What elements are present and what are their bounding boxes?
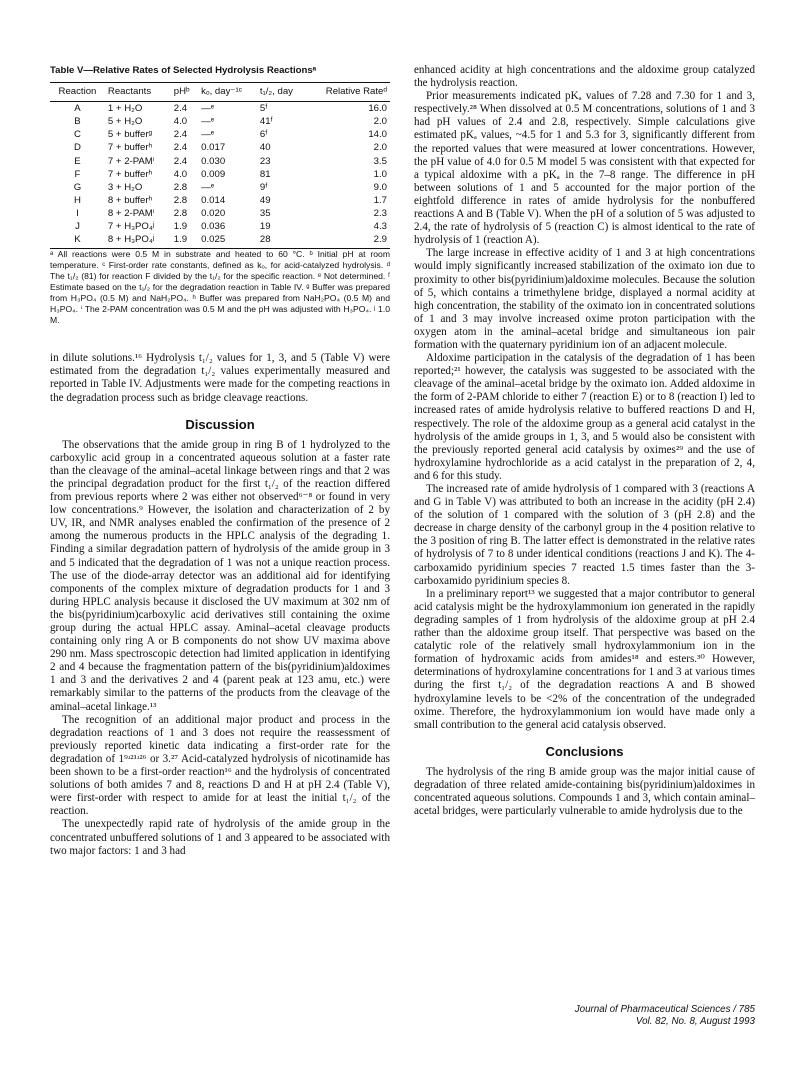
table-cell: 2.0 — [373, 142, 387, 154]
table-header-row — [50, 83, 390, 102]
table-row — [50, 207, 390, 220]
table-row — [50, 168, 390, 181]
body-paragraph: The large increase in effective acidity of 1 and 3 at high concentrations would imply significantly increased stabilization of the oximato ion due to proximity to other bis(pyridinium)aldoxime molecules. Because the solution of 5, which contains a trimethylene bridge, displayed a normal acidity at high concentration, the stability of the oximato ion in concentrated solutions of 1 and 3 may involve increased oxime proton participation with the oxygen atom in the aminal–acetal bridge and simultaneous ion pair formation with the quaternary pyridinium ion of an adjacent molecule. — [414, 247, 755, 351]
table-cell: 7 + H₃PO₄ʲ — [107, 221, 155, 233]
table-header-cell: Reactants — [105, 83, 171, 102]
table-cell: 16.0 — [368, 103, 387, 115]
table-cell: 2.8 — [173, 194, 188, 206]
table-cell: 4.3 — [373, 221, 387, 233]
discussion-paragraph: The recognition of an additional major product and process in the degradation reactions of 1 and 3 does not require the reassessment of previously reported kinetic data indicating a first-order rate for the degradation of 1⁹ʴ²¹ʴ²⁶ or 3.²⁷ Acid-catalyzed hydrolysis of nicotinamide has been shown to be a first-order reaction¹⁶ and the hydrolysis of concentrated solutions of both amides 7 and 8, reactions D and H at pH 2.4 (Table V), were first-order with respect to amide for at least the initial t₁/₂ of the reaction. — [50, 713, 390, 818]
body-paragraph: The increased rate of amide hydrolysis of 1 compared with 3 (reactions A and G in Table V) was attributed to both an increase in the acidity (pH 2.4) of the solution of 1 compared with the solution of 3 (pH 2.8) and the decrease in charge density of the carbonyl group in the 4 position relative to the 3 position of ring B. The latter effect is demonstrated in the relative rates of hydrolysis of 7 to 8 under identical conditions (reactions J and K). The 4-carboxamido pyridinium species 7 reacted 1.5 times faster than the 3-carboxamido pyridinium species 8. — [414, 483, 755, 587]
table-cell: D — [73, 142, 81, 154]
table-header-cell: Relative Rateᵈ — [306, 83, 390, 102]
table-cell: 2.4 — [173, 103, 188, 115]
table-header-cell: Reaction — [50, 83, 105, 102]
table-cell: 5 + bufferᵍ — [107, 129, 153, 141]
page-footer — [575, 1004, 755, 1028]
conclusions-paragraph: The hydrolysis of the ring B amide group was the major initial cause of degradation of three related amide-containing bis(pyridinium)aldoximes in concentrated aqueous solutions. Compounds 1 and 3, which contain aminal–acetal bridges, were particularly vulnerable to amide hydrolysis due to the — [414, 765, 755, 818]
body-paragraph: Prior measurements indicated pKₐ values of 7.28 and 7.30 for 1 and 3, respectively.²⁸ When dissolved at 0.5 M concentrations, solutions of 1 and 3 had pH values of 2.4 and 2.8, respectively. Simple calculations give estimated pKₐ values, ~4.5 for 1 and 5.3 for 3, significantly different from the reported values that were measured at lower concentrations. However, the pH value of 4.0 for 0.5 M model 5 was consistent with that expected for a typical aldoxime with a pKₐ in the 7–8 range. The difference in pH between solutions of 1 and 5 accounted for the major portion of the eightfold difference in rates of amide hydrolysis for the nonbuffered reactions A and B (Table V). When the pH of a solution of 5 was adjusted to 2.4, the rate of hydrolysis of 5 (reaction C) is almost identical to the rate of hydrolysis of 1 (reaction A). — [414, 90, 755, 247]
table-cell: 4.0 — [173, 168, 188, 180]
table-cell: 8 + H₃PO₄ʲ — [105, 233, 171, 249]
table-cell: —ᵉ — [201, 103, 215, 115]
table-cell: 1.9 — [173, 221, 188, 233]
table-cell: 0.020 — [201, 207, 226, 219]
table-cell: 3.5 — [373, 155, 387, 167]
table-cell: 1 + H₂O — [107, 103, 143, 115]
table-cell: 0.014 — [201, 194, 226, 206]
table-cell: 7 + bufferʰ — [107, 142, 153, 154]
body-paragraph: Aldoxime participation in the catalysis of the degradation of 1 has been reported;²¹ however, the catalysis was suggested to be associated with the cleavage of the aminal–acetal bridge by the oximato ion. Added aldoxime in the form of 2-PAM chloride to either 7 (reaction E) or to 8 (reaction I) led to increased rates of amide hydrolysis relative to buffered reactions D and H, respectively. The role of the aldoxime group as a general acid catalyst in the hydrolysis of the amide groups in 1, 3, and 5 would also be consistent with the previously reported general acid catalysis by oximes²⁹ and the use of hydroxylamine hydrochloride as a acid catalyst in the preparation of 2, 4, and 6 for this study. — [414, 352, 755, 482]
table-cell: 49 — [259, 194, 271, 206]
table-cell: 8 + 2-PAMⁱ — [107, 207, 155, 219]
table-cell: 5ᶠ — [259, 103, 268, 115]
table-header-cell: pHᵇ — [171, 83, 198, 102]
table-cell: 2.3 — [373, 207, 387, 219]
volume-citation: Vol. 82, No. 8, August 1993 — [635, 1016, 755, 1027]
rates-table — [50, 82, 390, 249]
intro-paragraph: in dilute solutions.¹⁶ Hydrolysis t₁/₂ values for 1, 3, and 5 (Table V) were estimated from the degradation t₁/₂ values experimentally measured and reported in Table IV. Adjustments were made for the competing reactions in the degradation process such as bridge cleavage reactions. — [50, 352, 390, 404]
table-cell: 1.7 — [373, 194, 387, 206]
table-cell: 7 + bufferʰ — [107, 168, 153, 180]
table-cell: 0.009 — [201, 168, 226, 180]
table-cell: 14.0 — [368, 129, 387, 141]
right-column — [414, 64, 755, 818]
table-cell: 3 + H₂O — [107, 181, 143, 193]
table-cell: 0.036 — [201, 221, 226, 233]
discussion-paragraph: The unexpectedly rapid rate of hydrolysis of the amide group in the concentrated unbuffered solutions of 1 and 3 appeared to be associated with two major factors: 1 and 3 had — [50, 818, 390, 857]
table-cell: 9ᶠ — [259, 181, 268, 193]
table-cell: —ᵉ — [201, 116, 215, 128]
table-row — [50, 155, 390, 168]
table-cell: 5 + H₂O — [107, 116, 143, 128]
table-body — [50, 102, 390, 249]
table-row — [50, 115, 390, 128]
table-cell: 23 — [259, 155, 271, 167]
table-cell: 1.9 — [171, 233, 198, 249]
table-cell: 35 — [259, 207, 271, 219]
table-cell: 8 + bufferʰ — [107, 194, 153, 206]
table-row — [50, 181, 390, 194]
body-paragraph: enhanced acidity at high concentrations and the aldoxime group catalyzed the hydrolysis reaction. — [414, 64, 755, 90]
table-cell: 6ᶠ — [259, 129, 268, 141]
table-row — [50, 220, 390, 233]
table-cell: B — [74, 116, 81, 128]
table-cell: A — [74, 103, 81, 115]
table-cell: 40 — [259, 142, 271, 154]
table-cell: 4.0 — [173, 116, 188, 128]
table-header-cell: kₒ, day⁻¹ᶜ — [198, 83, 257, 102]
table-cell: 1.0 — [373, 168, 387, 180]
table-cell: —ᵉ — [201, 129, 215, 141]
table-row — [50, 194, 390, 207]
table-cell: 41ᶠ — [259, 116, 273, 128]
table-cell: 2.4 — [173, 142, 188, 154]
table-cell: K — [50, 233, 105, 249]
table-cell: 2.4 — [173, 129, 188, 141]
table-cell: 2.0 — [373, 116, 387, 128]
table-cell: H — [73, 194, 81, 206]
discussion-heading: Discussion — [185, 416, 255, 432]
table-cell: 19 — [259, 221, 271, 233]
table-row — [50, 102, 390, 116]
table-cell: 7 + 2-PAMⁱ — [107, 155, 155, 167]
table-row — [50, 128, 390, 141]
table-cell: 0.017 — [201, 142, 226, 154]
spacer — [50, 326, 390, 352]
table-cell: 0.030 — [201, 155, 226, 167]
table-cell: F — [74, 168, 81, 180]
discussion-paragraph: The observations that the amide group in ring B of 1 hydrolyzed to the carboxylic acid group in a concentrated aqueous solution at a faster rate than the cleavage of the aminal–acetal linkage between rings and that 2 was the principal degradation product for the first t₁/₂ of the reaction differed from previous reports where 2 was either not observed⁶⁻⁸ or found in very low concentrations.⁹ However, the isolation and characterization of 2 by UV, IR, and NMR analyses enabled the confirmation of the presence of 2 among the numerous products in the HPLC analysis of the degrading 1. Finding a similar degradation pattern of hydrolysis of the amide group in 3 and 5 indicated that the degradation of 1 was not a unique reaction process. The use of the diode-array detector was an additional aid for identifying components of the complex mixture of degradation products for 1 and 3 during HPLC analysis because it disclosed the UV maximum at 302 nm of the bis(pyridinium)carboxylic acid derivatives still containing the oxime group during the actual HPLC assay. Aminal–acetal cleavage products containing only ring A or B components do not show UV maxima above 290 nm. Mass spectroscopic detection had limited application in identifying 2 and 4 because the fragmentation pattern of the bis(pyridinium)aldoximes 1 and 3 and the derivatives 2 and 4 (parent peak at 123 amu, etc.) were remarkably similar to the patterns of the products from the cleavage of the aminal–acetal linkage.¹³ — [50, 438, 390, 713]
table-cell: 28 — [257, 233, 306, 249]
table-footnotes: ᵃ All reactions were 0.5 M in substrate and heated to 60 °C. ᵇ Initial pH at room temperature. ᶜ First-order rate constants, defined as kₒ, for acid-catalyzed hydrolysis. ᵈ The t₁/₂ (81) for reaction F divided by the t₁/₂ for the specific reaction. ᵉ Not determined. ᶠ Estimate based on the t₁/₂ for the degradation reaction in Table IV. ᵍ Buffer was prepared from H₃PO₄ (0.5 M) and NaH₂PO₄. ʰ Buffer was prepared from NaH₂PO₄ (0.5 M) and H₃PO₄. ⁱ The 2-PAM concentration was 0.5 M and the pH was adjusted with H₃PO₄. ʲ 1.0 M. — [50, 249, 390, 326]
table-header-cell: t₁/₂, day — [257, 83, 306, 102]
left-column — [50, 64, 390, 858]
table-row — [50, 141, 390, 154]
table-cell: 0.025 — [198, 233, 257, 249]
table-cell: 81 — [259, 168, 271, 180]
table-cell: E — [74, 155, 81, 167]
table-cell: 2.8 — [173, 207, 188, 219]
table-cell: 9.0 — [373, 181, 387, 193]
conclusions-heading: Conclusions — [545, 743, 624, 759]
journal-citation: Journal of Pharmaceutical Sciences / 785 — [574, 1004, 755, 1015]
table-cell: —ᵉ — [201, 181, 215, 193]
table-cell: G — [73, 181, 82, 193]
table-cell: 2.4 — [173, 155, 188, 167]
table-title: Table V—Relative Rates of Selected Hydrolysis Reactionsᵃ — [50, 65, 317, 76]
table-cell: 2.8 — [173, 181, 188, 193]
table-cell: C — [73, 129, 81, 141]
table-row — [50, 233, 390, 249]
body-paragraph: In a preliminary report¹³ we suggested that a major contributor to general acid catalysis might be the hydroxylammonium ion generated in the rapidly degrading samples of 1 from hydrolysis of the aldoxime group at pH 2.4 rather than the aldoxime group itself. That perspective was based on the catalytic role of the relatively small hydroxylammonium ion in the formation of hydroxamic acids from amides¹⁸ and esters.³⁰ However, determinations of hydroxylamine concentrations for 1 and 3 at various times during the first t₁/₂ of the degradation reactions A and B showed hydroxylamine levels to be <2% of the concentration of the undegraded oxime. Therefore, the hydroxylammonium ion would have made only a small contribution to the general acid catalysis observed. — [414, 587, 755, 731]
table-cell: 2.9 — [306, 233, 390, 249]
table-cell: I — [76, 207, 79, 219]
table-cell: J — [75, 221, 80, 233]
